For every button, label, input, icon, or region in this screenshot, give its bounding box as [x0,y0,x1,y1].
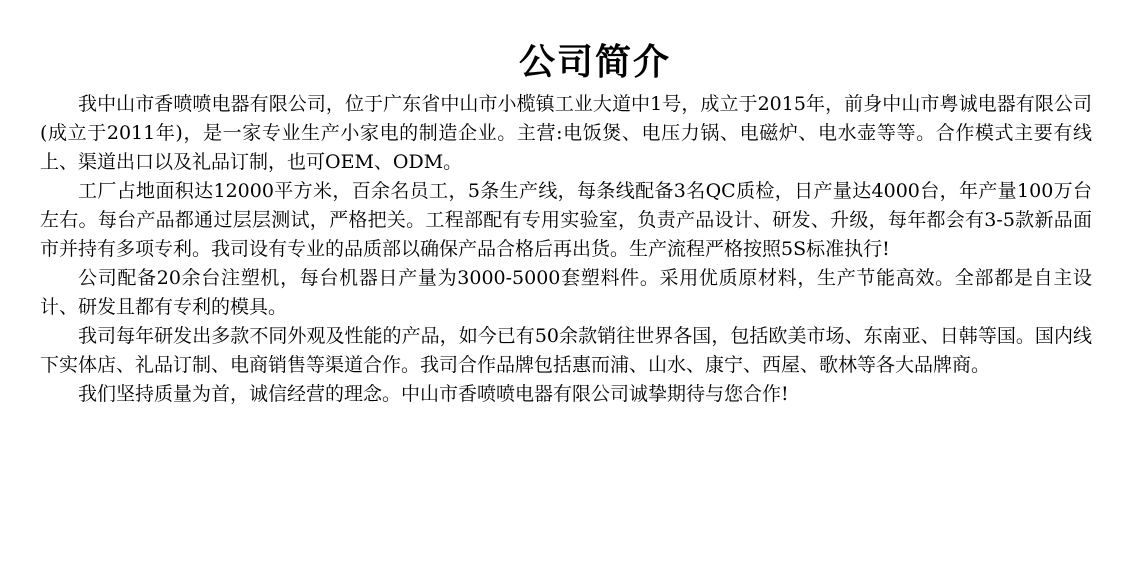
paragraph-closing: 我们坚持质量为首，诚信经营的理念。中山市香喷喷电器有限公司诚挚期待与您合作! [78,383,789,405]
paragraph-products-partners: 我司每年研发出多款不同外观及性能的产品，如今已有50余款销往世界各国，包括欧美市场、东南亚、日韩等国。国内线下实体店、礼品订制、电商销售等渠道合作。我司合作品牌包括惠而浦、山水、康宁、西屋、歌林等各大品牌商。 [40,325,1092,376]
paragraph-company-intro: 我中山市香喷喷电器有限公司，位于广东省中山市小榄镇工业大道中1号，成立于2015年，前身中山市粤诚电器有限公司(成立于2011年)，是一家专业生产小家电的制造企业。主营:电饭煲、电压力锅、电磁炉、电水壶等等。合作模式主要有线上、渠道出口以及礼品订制，也可OEM、ODM。 [40,93,1092,173]
paragraph-factory: 工厂占地面积达12000平方米，百余名员工，5条生产线，每条线配备3名QC质检，日产量达4000台，年产量100万台左右。每台产品都通过层层测试，严格把关。工程部配有专用实验室，负责产品设计、研发、升级，每年都会有3-5款新品面市并持有多项专利。我司设有专业的品质部以确保产品合格后再出货。生产流程严格按照5S标准执行! [40,180,1092,260]
profile-body [40,90,1092,409]
page-title: 公司简介 [518,42,671,83]
paragraph-equipment: 公司配备20余台注塑机，每台机器日产量为3000-5000套塑料件。采用优质原材料，生产节能高效。全部都是自主设计、研发且都有专利的模具。 [40,267,1092,318]
